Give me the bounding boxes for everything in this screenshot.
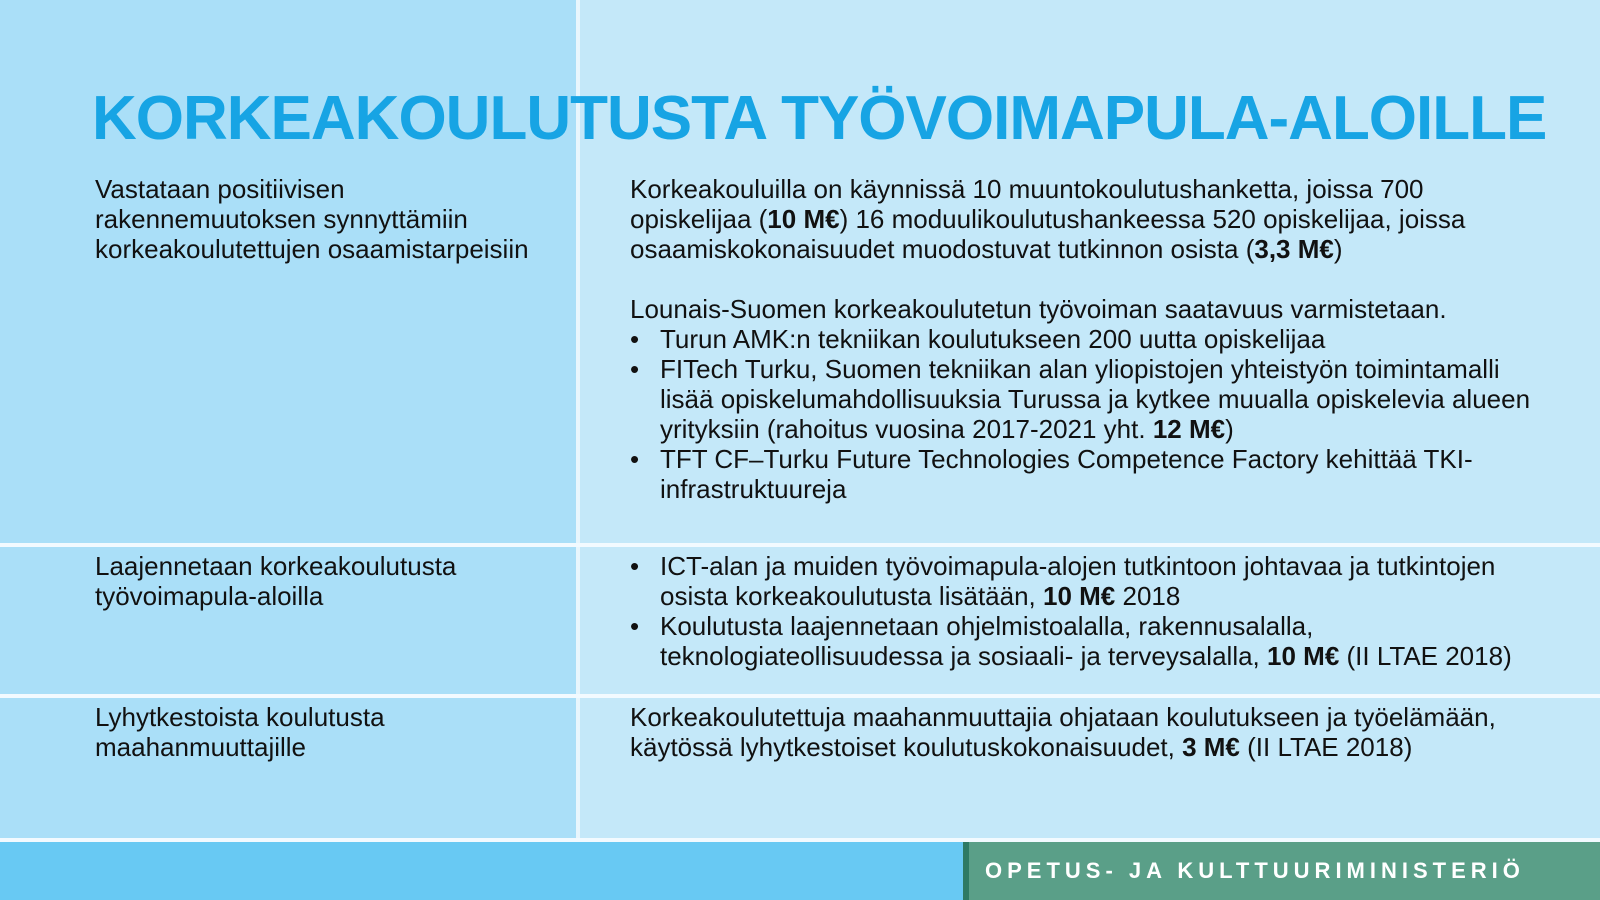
text-span: Korkeakoulutettuja maahanmuuttajia ohjataan koulutukseen ja työelämään, käytössä lyhytkestoiset koulutuskokonaisuudet, [630,702,1496,762]
text-span: Korkeakouluilla on käynnissä 10 muuntokoulutushanketta, joissa 700 opiskelijaa ( [630,174,1424,234]
row-3-paragraph [630,702,1550,762]
row-1-paragraph-1 [630,174,1550,264]
list-item [630,354,1550,444]
amount-bold: 10 M€ [767,204,840,234]
ministry-logo-stripe [963,842,969,900]
list-item-text: Turun AMK:n tekniikan koulutukseen 200 uutta opiskelijaa [660,324,1326,354]
amount-bold: 10 M€ [1267,641,1340,671]
row-1-label: Vastataan positiivisen rakennemuutoksen synnyttämiin korkeakoulutettujen osaamistarpeisiin [95,174,529,264]
bullet-icon: • [630,324,640,354]
list-item [630,551,1550,611]
row-2-bullet-list [630,551,1550,671]
row-3-content [630,702,1550,762]
list-item-text: TFT CF–Turku Future Technologies Competence Factory kehittää TKI-infrastruktuureja [660,444,1473,504]
amount-bold: 3,3 M€ [1254,234,1334,264]
text-span: (II LTAE 2018) [1239,732,1413,762]
row-2-content [630,551,1550,671]
bullet-icon: • [630,444,640,474]
bullet-icon: • [630,551,640,581]
amount-bold: 10 M€ [1043,581,1116,611]
row-1-bullet-list [630,324,1550,504]
list-item [630,324,1550,354]
amount-bold: 3 M€ [1182,732,1240,762]
row-1-content [630,174,1550,504]
list-item-text: 2018 [1115,581,1181,611]
row-3-label: Lyhytkestoista koulutusta maahanmuuttajille [95,702,385,762]
bullet-icon: • [630,611,640,641]
bullet-icon: • [630,354,640,384]
table-row-2 [0,547,1600,694]
text-span: ) [1333,234,1343,264]
amount-bold: 12 M€ [1152,414,1226,444]
table-row-3 [0,698,1600,838]
list-item-text: (II LTAE 2018) [1339,641,1512,671]
list-item-text: Koulutusta laajennetaan ohjelmistoalalla, rakennusalalla, teknologiateollisuudessa ja sosiaali- ja terveysalalla, [660,611,1314,671]
row-2-label: Laajennetaan korkeakoulutusta työvoimapula-aloilla [95,551,457,611]
list-item-text: ICT-alan ja muiden työvoimapula-alojen tutkintoon johtavaa ja tutkintojen osista korkeakoulutusta lisätään, [660,551,1496,611]
text-span: ) 16 moduulikoulutushankeessa 520 opiskelijaa, joissa osaamiskokonaisuudet muodostuvat tutkinnon osista ( [630,204,1466,264]
list-item-text: ) [1225,414,1234,444]
ministry-name: OPETUS- JA KULTTUURIMINISTERIÖ [985,858,1525,883]
list-item-text: FITech Turku, Suomen tekniikan alan yliopistojen yhteistyön toimintamalli lisää opiskelumahdollisuuksia Turussa ja kytkee muualla opiskelevia alueen yrityksiin (rahoitus vuosina 2017-2021 yht. [660,354,1531,444]
page-title: KORKEAKOULUTUSTA TYÖVOIMAPULA-ALOILLE [92,84,1547,153]
list-item [630,611,1550,671]
table-row-1 [0,170,1600,543]
row-1-paragraph-2: Lounais-Suomen korkeakoulutetun työvoiman saatavuus varmistetaan. [630,294,1447,324]
list-item [630,444,1550,504]
